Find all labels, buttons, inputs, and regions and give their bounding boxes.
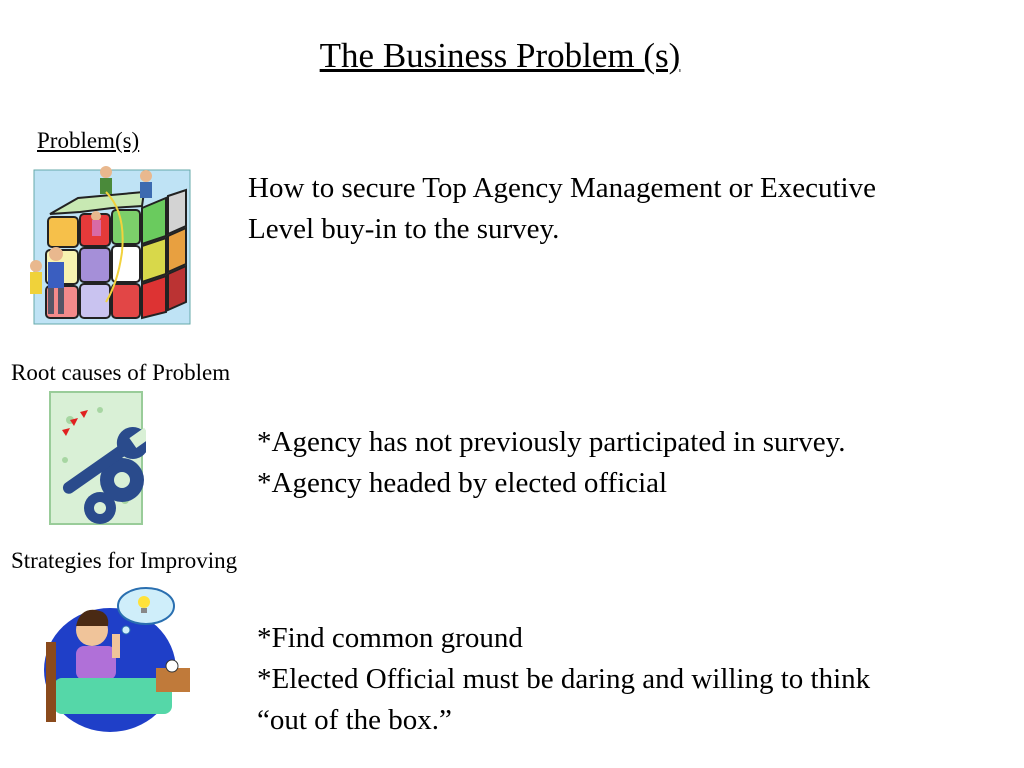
strategies-description <box>257 618 997 741</box>
wrench-gears-icon <box>40 390 146 528</box>
root-causes-label: Root causes of Problem <box>11 360 231 385</box>
strategy-line: “out of the box.” <box>257 704 452 736</box>
rubiks-cube-climbers-icon <box>26 162 196 330</box>
strategy-line: *Find common ground <box>257 622 523 654</box>
thinking-person-lightbulb-icon <box>40 582 200 740</box>
strategy-line: *Elected Official must be daring and willing to think <box>257 663 871 695</box>
slide-title: The Business Problem (s) <box>319 36 681 75</box>
strategies-label: Strategies for Improving <box>11 548 238 573</box>
problems-label: Problem(s) <box>37 128 140 153</box>
root-cause-line: *Agency has not previously participated in survey. <box>257 426 846 458</box>
root-cause-line: *Agency headed by elected official <box>257 467 668 499</box>
problem-line: Level buy-in to the survey. <box>248 213 560 245</box>
problem-line: How to secure Top Agency Management or Executive <box>248 172 876 204</box>
problem-description <box>248 168 1008 250</box>
root-causes-description <box>257 422 1017 504</box>
